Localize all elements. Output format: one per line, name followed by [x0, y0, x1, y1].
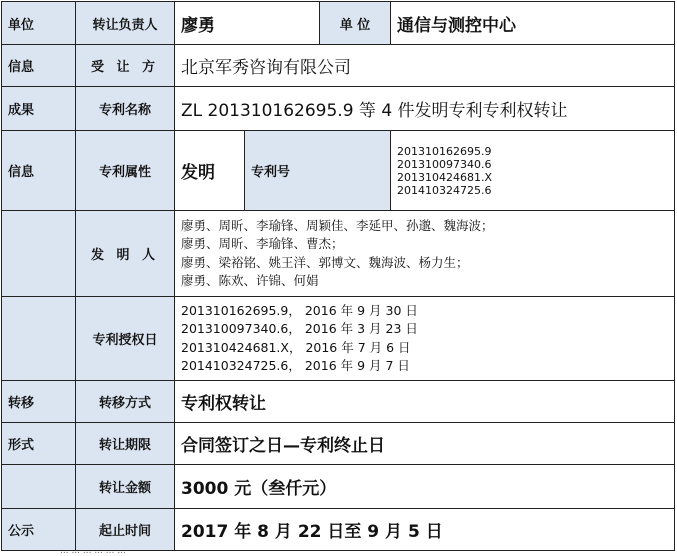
- row-responsible: [2, 2, 675, 45]
- patent-no-item: 201310424681.X: [397, 170, 493, 184]
- transfer-amount-value: 3000 元（叁仟元）: [175, 465, 675, 509]
- side-label-notice: 公示: [2, 509, 76, 551]
- unit-value: 通信与测控中心: [391, 2, 675, 45]
- row-grant-date: [2, 297, 675, 381]
- patent-no-item: 201410324725.6: [397, 183, 492, 197]
- transfer-method-value: 专利权转让: [175, 381, 675, 423]
- transfer-method-label: 转移方式: [76, 381, 175, 423]
- transfer-amount-label: 转让金额: [76, 465, 175, 509]
- row-patent-name: [2, 87, 675, 131]
- row-assignee: [2, 45, 675, 87]
- notice-period-label: 起止时间: [76, 509, 175, 551]
- inventors-list: [175, 211, 675, 297]
- transfer-period-label: 转让期限: [76, 423, 175, 465]
- row-inventors: [2, 211, 675, 297]
- side-label-transfer: 转移: [2, 381, 76, 423]
- grant-date-line: 201310097340.6， 2016 年 3 月 23 日: [181, 321, 418, 337]
- side-label-blank: [2, 211, 76, 297]
- side-label-info: 信息: [2, 45, 76, 87]
- patent-name-label: 专利名称: [76, 87, 175, 131]
- side-label-blank: [2, 297, 76, 381]
- notice-period-value: 2017 年 8 月 22 日至 9 月 5 日: [175, 509, 675, 551]
- side-label-info2: 信息: [2, 131, 76, 211]
- patent-no-list: [391, 131, 675, 211]
- patent-type-label: 专利属性: [76, 131, 175, 211]
- footer-note: ... ... ... ... ... ...: [60, 546, 126, 556]
- assignee-label: 受 让 方: [76, 45, 175, 87]
- patent-no-label: 专利号: [245, 131, 391, 211]
- patent-no-item: 201310097340.6: [397, 157, 492, 171]
- responsible-value: 廖勇: [175, 2, 320, 45]
- side-label-result: 成果: [2, 87, 76, 131]
- grant-date-line: 201310162695.9， 2016 年 9 月 30 日: [181, 303, 418, 319]
- grant-date-line: 201410324725.6， 2016 年 9 月 7 日: [181, 357, 410, 373]
- row-patent-type: [2, 131, 675, 211]
- inventor-line: 廖勇、周昕、李瑜锋、曹杰；: [181, 236, 344, 252]
- grant-date-line: 201310424681.X， 2016 年 7 月 6 日: [181, 339, 411, 355]
- transfer-period-value: 合同签订之日—专利终止日: [175, 423, 675, 465]
- responsible-label: 转让负责人: [76, 2, 175, 45]
- patent-name-value: ZL 201310162695.9 等 4 件发明专利专利权转让: [175, 87, 675, 131]
- row-notice-period: [2, 509, 675, 551]
- row-transfer-amount: [2, 465, 675, 509]
- patent-no-item: 201310162695.9: [397, 144, 492, 158]
- row-transfer-period: [2, 423, 675, 465]
- side-label-form: 形式: [2, 423, 76, 465]
- inventor-line: 廖勇、梁裕铭、姚王洋、郭博文、魏海波、杨力生；: [181, 254, 469, 270]
- side-label-blank: [2, 465, 76, 509]
- inventor-line: 廖勇、陈欢、许锦、何娟: [181, 272, 319, 288]
- patent-type-value: 发明: [175, 131, 245, 211]
- grant-date-list: [175, 297, 675, 381]
- assignee-value: 北京军秀咨询有限公司: [175, 45, 675, 87]
- unit-label: 单 位: [320, 2, 391, 45]
- grant-date-label: 专利授权日: [76, 297, 175, 381]
- inventors-label: 发 明 人: [76, 211, 175, 297]
- row-transfer-method: [2, 381, 675, 423]
- side-label-unit: 单位: [2, 2, 76, 45]
- inventor-line: 廖勇、周昕、李瑜锋、周颖佳、李延甲、孙邈、魏海波；: [181, 218, 494, 234]
- patent-transfer-table: [1, 1, 675, 551]
